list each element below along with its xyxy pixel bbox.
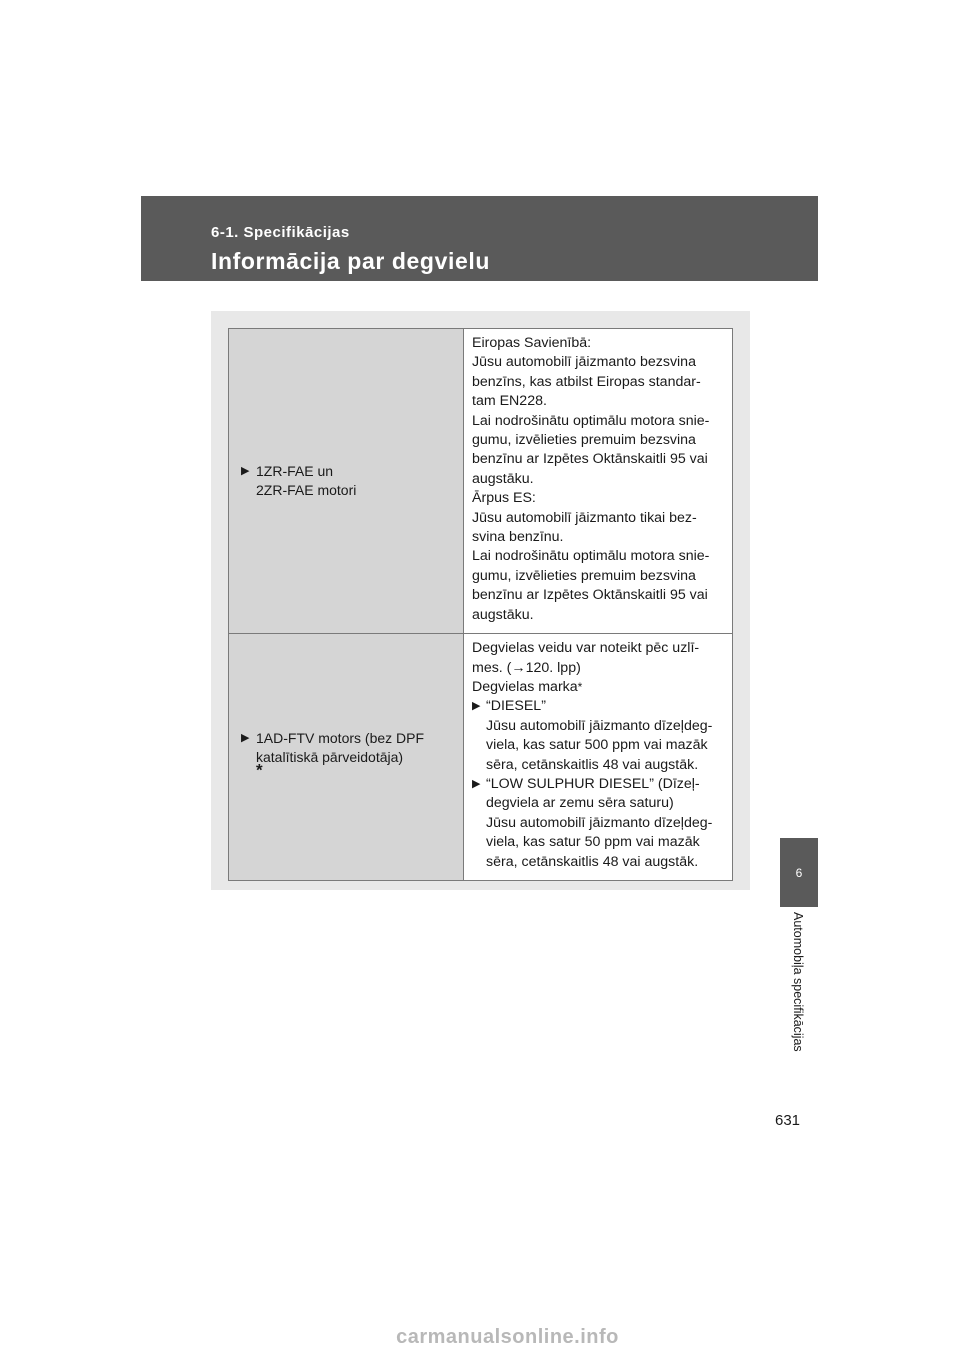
model-line: 1AD-FTV motors (bez DPF <box>256 729 425 746</box>
section-header <box>141 196 818 281</box>
fuel-option <box>472 775 728 872</box>
text-line: mes. (→120. lpp) <box>472 659 581 676</box>
text-line: “DIESEL” <box>486 698 546 715</box>
text-line: Ārpus ES: <box>472 490 536 507</box>
text-line: Jūsu automobilī jāizmanto dīzeļdeg- <box>486 814 713 831</box>
text-line: tam EN228. <box>472 393 547 410</box>
text-line: Degvielas veidu var noteikt pēc uzlī- <box>472 640 700 657</box>
text-line: sēra, cetānskaitlis 48 vai augstāk. <box>486 756 699 773</box>
engine-model-cell <box>229 634 464 881</box>
model-line: 2ZR-FAE motori <box>256 482 357 499</box>
page-title: Informācija par degvielu <box>211 248 490 274</box>
text-line: degviela ar zemu sēra saturu) <box>486 795 674 812</box>
text-line: benzīnu ar Izpētes Oktānskaitli 95 vai <box>472 451 708 468</box>
triangle-right-icon: ▶ <box>241 465 250 478</box>
text-line: sēra, cetānskaitlis 48 vai augstāk. <box>486 853 699 870</box>
table-row <box>229 329 733 634</box>
text-line: Jūsu automobilī jāizmanto dīzeļdeg- <box>486 717 713 734</box>
table-row <box>229 634 733 881</box>
chapter-tab: 6 <box>780 838 818 907</box>
chapter-title: Automobiļa specifikācijas <box>791 912 805 1052</box>
text-line: “LOW SULPHUR DIESEL” (Dīzeļ- <box>486 775 700 792</box>
footnote-marker: * <box>256 759 263 779</box>
fuel-info-table <box>228 328 733 881</box>
text-line: Jūsu automobilī jāizmanto bezsvina <box>472 354 696 371</box>
text-line: augstāku. <box>472 606 534 623</box>
text-line: svina benzīnu. <box>472 529 564 546</box>
model-line: 1ZR-FAE un <box>256 463 334 480</box>
text-line: Lai nodrošinātu optimālu motora snie- <box>472 548 710 565</box>
fuel-description-cell <box>464 329 733 634</box>
fuel-description-cell <box>464 634 733 881</box>
text-line: augstāku. <box>472 470 534 487</box>
triangle-right-icon: ▶ <box>472 700 481 713</box>
page-number: 631 <box>775 1112 801 1129</box>
text-line: viela, kas satur 500 ppm vai mazāk <box>486 737 708 754</box>
text-line: Eiropas Savienībā: <box>472 335 592 351</box>
text-line: gumu, izvēlieties premuim bezsvina <box>472 567 696 584</box>
triangle-right-icon: ▶ <box>472 777 481 790</box>
text-line: viela, kas satur 50 ppm vai mazāk <box>486 834 700 851</box>
text-line: benzīnu ar Izpētes Oktānskaitli 95 vai <box>472 587 708 604</box>
text-line: gumu, izvēlieties premuim bezsvina <box>472 432 696 449</box>
watermark: carmanualsonline.info <box>396 1326 619 1348</box>
triangle-right-icon: ▶ <box>241 731 250 744</box>
footnote-marker: * <box>577 679 583 694</box>
text-line: Jūsu automobilī jāizmanto tikai bez- <box>472 509 697 526</box>
text-line: benzīns, kas atbilst Eiropas standar- <box>472 373 701 390</box>
section-label: 6-1. Specifikācijas <box>211 224 350 241</box>
model-line: katalītiskā pārveidotāja) * <box>256 748 404 779</box>
fuel-brand-label: Degvielas marka* <box>472 678 583 695</box>
fuel-option <box>472 697 728 775</box>
engine-model-cell <box>229 329 464 634</box>
text-line: Lai nodrošinātu optimālu motora snie- <box>472 412 710 429</box>
